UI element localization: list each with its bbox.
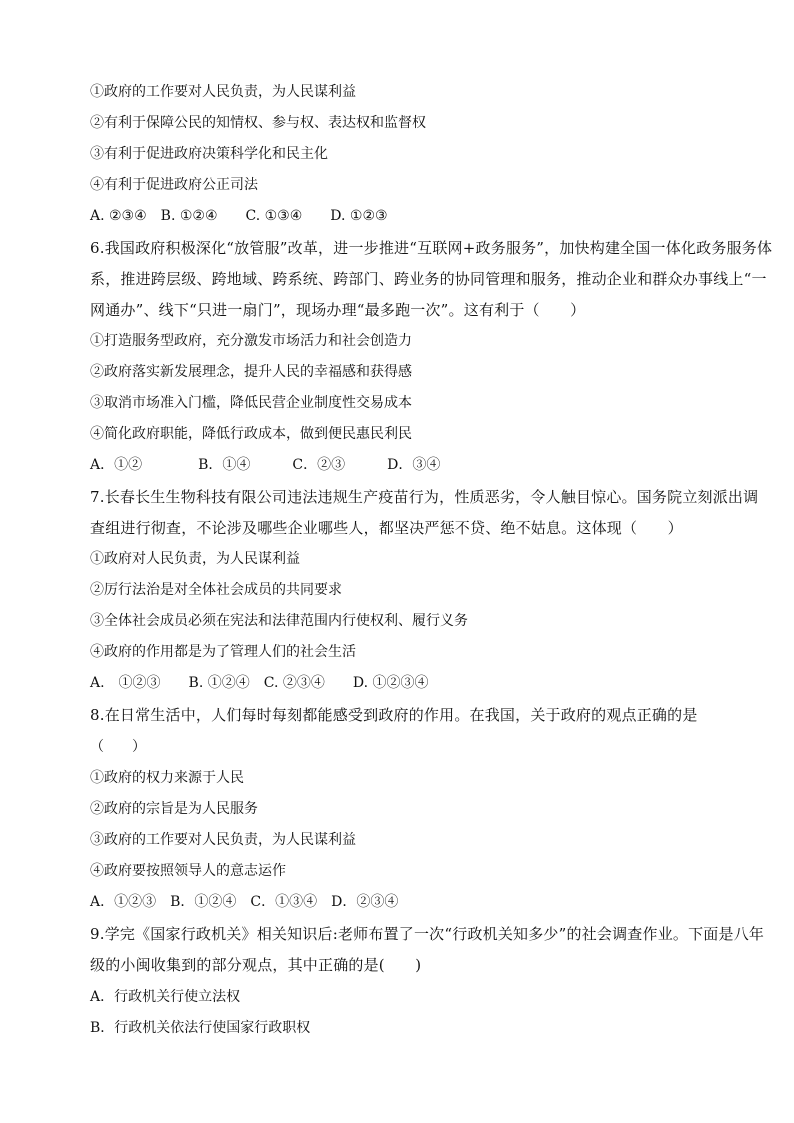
option-line: ②厉行法治是对全体社会成员的共同要求 <box>90 582 342 598</box>
option-line: ③有利于促进政府决策科学化和民主化 <box>90 146 328 162</box>
option-line: ①政府的工作要对人民负责，为人民谋利益 <box>90 84 356 100</box>
answer-choice-b: B．行政机关依法行使国家行政职权 <box>90 1020 311 1036</box>
answer-choices: A. ①②③ B. ①②④ C. ②③④ D. ①②③④ <box>90 675 429 691</box>
option-line: ④简化政府职能，降低行政成本，做到便民惠民利民 <box>90 426 412 442</box>
option-line: ②政府的宗旨是为人民服务 <box>90 801 258 817</box>
option-line: ④有利于促进政府公正司法 <box>90 177 258 193</box>
option-line: ③取消市场准入门槛，降低民营企业制度性交易成本 <box>90 395 412 411</box>
option-line: ①政府的权力来源于人民 <box>90 770 244 786</box>
question-8-bracket: （ ） <box>90 739 146 755</box>
option-line: ③全体社会成员必须在宪法和法律范围内行使权利、履行义务 <box>90 613 468 629</box>
option-line: ①打造服务型政府，充分激发市场活力和社会创造力 <box>90 333 412 349</box>
option-line: ③政府的工作要对人民负责，为人民谋利益 <box>90 832 356 848</box>
question-7-text: 7.长春长生生物科技有限公司违法违规生产疫苗行为，性质恶劣，令人触目惊心。国务院立刻派出调 <box>90 488 759 506</box>
option-line: ④政府的作用都是为了管理人们的社会生活 <box>90 644 356 660</box>
answer-choice-a: A．行政机关行使立法权 <box>90 989 241 1005</box>
question-6-text: 系，推进跨层级、跨地域、跨系统、跨部门、跨业务的协同管理和服务，推动企业和群众办事线上“一 <box>90 270 767 288</box>
answer-choices: A．①② B．①④ C．②③ D．③④ <box>90 457 441 473</box>
answer-choices: A. ②③④ B. ①②④ C. ①③④ D. ①②③ <box>90 208 388 224</box>
question-9-text: 9.学完《国家行政机关》相关知识后:老师布置了一次“行政机关知多少”的社会调查作业。下面是八年 <box>90 925 765 943</box>
question-6-text: 网通办”、线下“只进一扇门”，现场办理“最多跑一次”。这有利于（ ） <box>90 301 586 319</box>
question-6-text: 6.我国政府积极深化“放管服”改革，进一步推进“互联网+政务服务”，加快构建全国一体化政务服务体 <box>90 239 773 257</box>
question-7-text: 查组进行彻查，不论涉及哪些企业哪些人，都坚决严惩不贷、绝不姑息。这体现（ ） <box>90 519 683 537</box>
option-line: ②有利于保障公民的知情权、参与权、表达权和监督权 <box>90 115 426 131</box>
question-9-text: 级的小闽收集到的部分观点，其中正确的是( ) <box>90 956 422 974</box>
answer-choices: A．①②③ B．①②④ C．①③④ D．②③④ <box>90 894 399 910</box>
option-line: ①政府对人民负责，为人民谋利益 <box>90 551 300 567</box>
option-line: ②政府落实新发展理念，提升人民的幸福感和获得感 <box>90 364 412 380</box>
option-line: ④政府要按照领导人的意志运作 <box>90 863 286 879</box>
question-8-text: 8.在日常生活中，人们每时每刻都能感受到政府的作用。在我国，关于政府的观点正确的是 <box>90 706 698 724</box>
